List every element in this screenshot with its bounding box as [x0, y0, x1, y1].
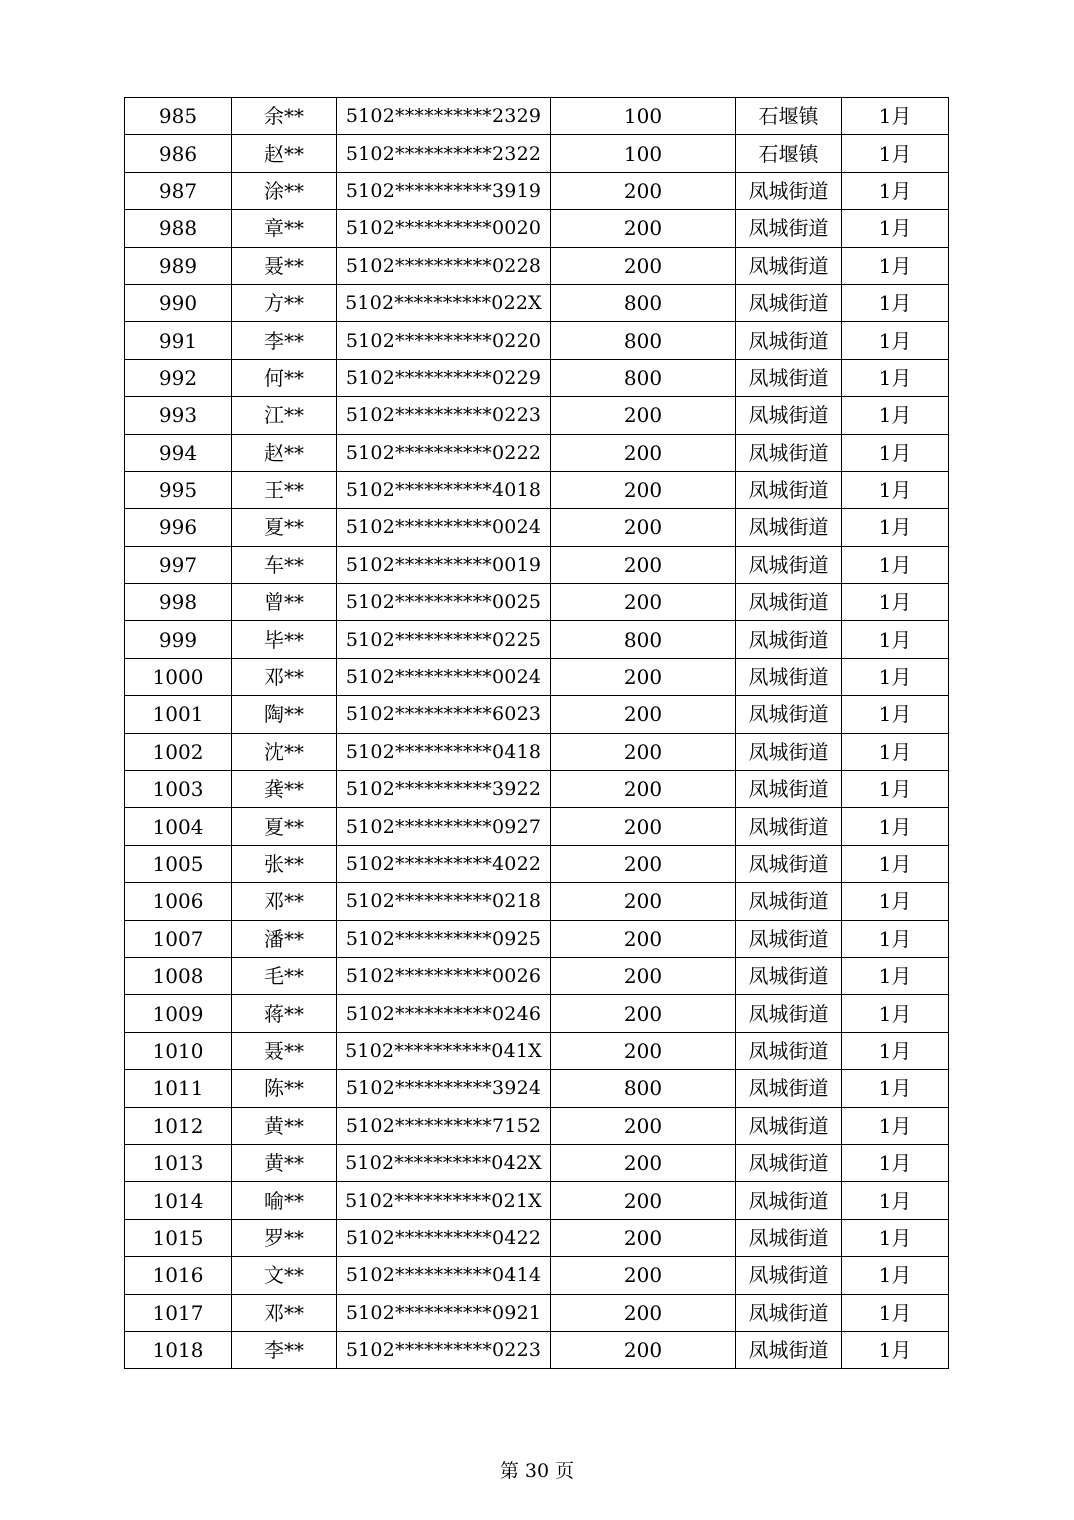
- cell-serial-number: 1017: [125, 1294, 232, 1331]
- cell-area: 凤城街道: [736, 957, 842, 994]
- cell-month: 1月: [842, 808, 949, 845]
- cell-area: 凤城街道: [736, 771, 842, 808]
- cell-name: 陶**: [232, 696, 337, 733]
- cell-name: 李**: [232, 1331, 337, 1368]
- cell-id-number: 5102**********0225: [337, 621, 551, 658]
- cell-area: 凤城街道: [736, 1331, 842, 1368]
- cell-area: 凤城街道: [736, 509, 842, 546]
- cell-name: 邓**: [232, 883, 337, 920]
- cell-month: 1月: [842, 1182, 949, 1219]
- cell-serial-number: 993: [125, 397, 232, 434]
- cell-name: 聂**: [232, 1032, 337, 1069]
- cell-amount: 200: [551, 247, 736, 284]
- table-row: [125, 1032, 949, 1069]
- cell-id-number: 5102**********0223: [337, 1331, 551, 1368]
- cell-name: 夏**: [232, 808, 337, 845]
- table-row: [125, 359, 949, 396]
- cell-month: 1月: [842, 1144, 949, 1181]
- cell-month: 1月: [842, 845, 949, 882]
- table-row: [125, 397, 949, 434]
- cell-amount: 200: [551, 1107, 736, 1144]
- table-row: [125, 471, 949, 508]
- cell-amount: 200: [551, 172, 736, 209]
- cell-month: 1月: [842, 546, 949, 583]
- cell-month: 1月: [842, 883, 949, 920]
- cell-serial-number: 1010: [125, 1032, 232, 1069]
- cell-area: 凤城街道: [736, 733, 842, 770]
- cell-month: 1月: [842, 434, 949, 471]
- cell-id-number: 5102**********0925: [337, 920, 551, 957]
- cell-serial-number: 1012: [125, 1107, 232, 1144]
- cell-month: 1月: [842, 920, 949, 957]
- cell-area: 凤城街道: [736, 995, 842, 1032]
- cell-name: 潘**: [232, 920, 337, 957]
- cell-id-number: 5102**********0414: [337, 1257, 551, 1294]
- cell-area: 凤城街道: [736, 845, 842, 882]
- cell-amount: 200: [551, 1144, 736, 1181]
- cell-serial-number: 990: [125, 284, 232, 321]
- cell-month: 1月: [842, 172, 949, 209]
- table-row: [125, 1257, 949, 1294]
- table-row: [125, 284, 949, 321]
- table-row: [125, 995, 949, 1032]
- cell-area: 凤城街道: [736, 920, 842, 957]
- cell-month: 1月: [842, 471, 949, 508]
- cell-area: 凤城街道: [736, 1144, 842, 1181]
- cell-name: 聂**: [232, 247, 337, 284]
- cell-area: 凤城街道: [736, 1219, 842, 1256]
- cell-id-number: 5102**********3922: [337, 771, 551, 808]
- cell-month: 1月: [842, 1331, 949, 1368]
- cell-amount: 200: [551, 696, 736, 733]
- cell-area: 凤城街道: [736, 434, 842, 471]
- cell-id-number: 5102**********021X: [337, 1182, 551, 1219]
- page-number: 第 30 页: [499, 1460, 575, 1482]
- cell-id-number: 5102**********0921: [337, 1294, 551, 1331]
- cell-serial-number: 1011: [125, 1070, 232, 1107]
- cell-id-number: 5102**********0220: [337, 322, 551, 359]
- cell-id-number: 5102**********2322: [337, 135, 551, 172]
- cell-id-number: 5102**********0246: [337, 995, 551, 1032]
- cell-month: 1月: [842, 696, 949, 733]
- cell-serial-number: 1007: [125, 920, 232, 957]
- cell-month: 1月: [842, 509, 949, 546]
- cell-area: 石堰镇: [736, 98, 842, 135]
- cell-serial-number: 1009: [125, 995, 232, 1032]
- cell-month: 1月: [842, 322, 949, 359]
- cell-area: 凤城街道: [736, 808, 842, 845]
- table-row: [125, 1294, 949, 1331]
- cell-amount: 200: [551, 995, 736, 1032]
- cell-area: 凤城街道: [736, 359, 842, 396]
- cell-month: 1月: [842, 1107, 949, 1144]
- cell-id-number: 5102**********0927: [337, 808, 551, 845]
- cell-id-number: 5102**********0019: [337, 546, 551, 583]
- cell-serial-number: 1003: [125, 771, 232, 808]
- cell-amount: 800: [551, 621, 736, 658]
- cell-month: 1月: [842, 658, 949, 695]
- cell-serial-number: 1001: [125, 696, 232, 733]
- cell-id-number: 5102**********0218: [337, 883, 551, 920]
- cell-serial-number: 986: [125, 135, 232, 172]
- table-row: [125, 957, 949, 994]
- cell-amount: 200: [551, 658, 736, 695]
- cell-area: 凤城街道: [736, 284, 842, 321]
- cell-name: 夏**: [232, 509, 337, 546]
- cell-id-number: 5102**********0229: [337, 359, 551, 396]
- table-row: [125, 621, 949, 658]
- cell-area: 凤城街道: [736, 1182, 842, 1219]
- table-row: [125, 1331, 949, 1368]
- cell-serial-number: 996: [125, 509, 232, 546]
- cell-amount: 800: [551, 359, 736, 396]
- cell-name: 涂**: [232, 172, 337, 209]
- cell-month: 1月: [842, 1219, 949, 1256]
- cell-amount: 200: [551, 1331, 736, 1368]
- cell-name: 龚**: [232, 771, 337, 808]
- cell-amount: 200: [551, 771, 736, 808]
- cell-name: 黄**: [232, 1144, 337, 1181]
- cell-id-number: 5102**********7152: [337, 1107, 551, 1144]
- cell-area: 凤城街道: [736, 584, 842, 621]
- cell-area: 凤城街道: [736, 1032, 842, 1069]
- cell-amount: 200: [551, 1257, 736, 1294]
- cell-name: 李**: [232, 322, 337, 359]
- cell-name: 曾**: [232, 584, 337, 621]
- cell-amount: 800: [551, 322, 736, 359]
- cell-area: 凤城街道: [736, 658, 842, 695]
- cell-id-number: 5102**********4018: [337, 471, 551, 508]
- table-row: [125, 808, 949, 845]
- cell-month: 1月: [842, 995, 949, 1032]
- cell-id-number: 5102**********3924: [337, 1070, 551, 1107]
- cell-id-number: 5102**********0422: [337, 1219, 551, 1256]
- cell-area: 石堰镇: [736, 135, 842, 172]
- cell-serial-number: 1016: [125, 1257, 232, 1294]
- cell-area: 凤城街道: [736, 397, 842, 434]
- cell-serial-number: 1005: [125, 845, 232, 882]
- cell-serial-number: 1015: [125, 1219, 232, 1256]
- cell-amount: 200: [551, 957, 736, 994]
- cell-amount: 100: [551, 135, 736, 172]
- cell-id-number: 5102**********0025: [337, 584, 551, 621]
- cell-name: 罗**: [232, 1219, 337, 1256]
- table-row: [125, 920, 949, 957]
- table-row: [125, 509, 949, 546]
- cell-id-number: 5102**********0223: [337, 397, 551, 434]
- cell-name: 余**: [232, 98, 337, 135]
- cell-name: 赵**: [232, 434, 337, 471]
- cell-name: 王**: [232, 471, 337, 508]
- cell-id-number: 5102**********0222: [337, 434, 551, 471]
- table-row: [125, 210, 949, 247]
- cell-month: 1月: [842, 733, 949, 770]
- cell-amount: 200: [551, 210, 736, 247]
- cell-month: 1月: [842, 584, 949, 621]
- cell-name: 黄**: [232, 1107, 337, 1144]
- records-table: [124, 97, 949, 1369]
- cell-month: 1月: [842, 771, 949, 808]
- cell-month: 1月: [842, 210, 949, 247]
- cell-month: 1月: [842, 1294, 949, 1331]
- table-row: [125, 135, 949, 172]
- cell-amount: 200: [551, 808, 736, 845]
- cell-area: 凤城街道: [736, 546, 842, 583]
- table-row: [125, 434, 949, 471]
- table-row: [125, 883, 949, 920]
- table-row: [125, 247, 949, 284]
- cell-area: 凤城街道: [736, 621, 842, 658]
- cell-area: 凤城街道: [736, 1257, 842, 1294]
- cell-amount: 200: [551, 546, 736, 583]
- cell-name: 蒋**: [232, 995, 337, 1032]
- cell-serial-number: 994: [125, 434, 232, 471]
- cell-serial-number: 988: [125, 210, 232, 247]
- cell-id-number: 5102**********022X: [337, 284, 551, 321]
- table-row: [125, 584, 949, 621]
- cell-id-number: 5102**********042X: [337, 1144, 551, 1181]
- cell-month: 1月: [842, 135, 949, 172]
- cell-id-number: 5102**********2329: [337, 98, 551, 135]
- cell-amount: 200: [551, 509, 736, 546]
- table-row: [125, 1219, 949, 1256]
- cell-amount: 100: [551, 98, 736, 135]
- cell-area: 凤城街道: [736, 322, 842, 359]
- cell-name: 毕**: [232, 621, 337, 658]
- records-table-body: [125, 98, 949, 1369]
- cell-serial-number: 991: [125, 322, 232, 359]
- cell-name: 沈**: [232, 733, 337, 770]
- cell-amount: 200: [551, 733, 736, 770]
- cell-serial-number: 1013: [125, 1144, 232, 1181]
- cell-serial-number: 1000: [125, 658, 232, 695]
- cell-name: 毛**: [232, 957, 337, 994]
- cell-month: 1月: [842, 957, 949, 994]
- cell-month: 1月: [842, 247, 949, 284]
- table-row: [125, 172, 949, 209]
- cell-area: 凤城街道: [736, 247, 842, 284]
- cell-serial-number: 997: [125, 546, 232, 583]
- cell-name: 方**: [232, 284, 337, 321]
- cell-amount: 200: [551, 1182, 736, 1219]
- cell-month: 1月: [842, 397, 949, 434]
- cell-serial-number: 992: [125, 359, 232, 396]
- cell-amount: 200: [551, 1219, 736, 1256]
- table-row: [125, 696, 949, 733]
- cell-serial-number: 1008: [125, 957, 232, 994]
- cell-serial-number: 1002: [125, 733, 232, 770]
- table-row: [125, 1144, 949, 1181]
- cell-month: 1月: [842, 359, 949, 396]
- cell-id-number: 5102**********3919: [337, 172, 551, 209]
- cell-id-number: 5102**********041X: [337, 1032, 551, 1069]
- cell-id-number: 5102**********6023: [337, 696, 551, 733]
- cell-amount: 200: [551, 883, 736, 920]
- cell-id-number: 5102**********0024: [337, 658, 551, 695]
- cell-amount: 200: [551, 397, 736, 434]
- cell-name: 赵**: [232, 135, 337, 172]
- cell-amount: 200: [551, 1294, 736, 1331]
- cell-month: 1月: [842, 621, 949, 658]
- cell-month: 1月: [842, 1070, 949, 1107]
- cell-serial-number: 995: [125, 471, 232, 508]
- cell-amount: 200: [551, 471, 736, 508]
- cell-id-number: 5102**********0020: [337, 210, 551, 247]
- cell-month: 1月: [842, 1257, 949, 1294]
- cell-serial-number: 1018: [125, 1331, 232, 1368]
- cell-area: 凤城街道: [736, 1107, 842, 1144]
- cell-name: 何**: [232, 359, 337, 396]
- cell-amount: 200: [551, 1032, 736, 1069]
- cell-serial-number: 989: [125, 247, 232, 284]
- cell-id-number: 5102**********0418: [337, 733, 551, 770]
- cell-name: 文**: [232, 1257, 337, 1294]
- cell-amount: 200: [551, 584, 736, 621]
- cell-area: 凤城街道: [736, 696, 842, 733]
- cell-area: 凤城街道: [736, 883, 842, 920]
- cell-name: 陈**: [232, 1070, 337, 1107]
- cell-serial-number: 1004: [125, 808, 232, 845]
- cell-month: 1月: [842, 284, 949, 321]
- cell-name: 邓**: [232, 658, 337, 695]
- cell-area: 凤城街道: [736, 1070, 842, 1107]
- cell-id-number: 5102**********0026: [337, 957, 551, 994]
- table-row: [125, 1107, 949, 1144]
- cell-serial-number: 1014: [125, 1182, 232, 1219]
- table-row: [125, 322, 949, 359]
- cell-name: 邓**: [232, 1294, 337, 1331]
- table-row: [125, 733, 949, 770]
- cell-amount: 200: [551, 920, 736, 957]
- cell-id-number: 5102**********0228: [337, 247, 551, 284]
- cell-name: 张**: [232, 845, 337, 882]
- cell-id-number: 5102**********4022: [337, 845, 551, 882]
- cell-name: 车**: [232, 546, 337, 583]
- cell-area: 凤城街道: [736, 471, 842, 508]
- cell-area: 凤城街道: [736, 172, 842, 209]
- cell-serial-number: 987: [125, 172, 232, 209]
- cell-serial-number: 998: [125, 584, 232, 621]
- table-row: [125, 658, 949, 695]
- cell-amount: 800: [551, 1070, 736, 1107]
- cell-serial-number: 985: [125, 98, 232, 135]
- table-row: [125, 546, 949, 583]
- cell-area: 凤城街道: [736, 210, 842, 247]
- table-row: [125, 1182, 949, 1219]
- cell-area: 凤城街道: [736, 1294, 842, 1331]
- cell-name: 章**: [232, 210, 337, 247]
- table-row: [125, 845, 949, 882]
- cell-amount: 200: [551, 845, 736, 882]
- cell-amount: 200: [551, 434, 736, 471]
- table-row: [125, 1070, 949, 1107]
- cell-amount: 800: [551, 284, 736, 321]
- cell-month: 1月: [842, 1032, 949, 1069]
- cell-name: 喻**: [232, 1182, 337, 1219]
- table-row: [125, 98, 949, 135]
- table-row: [125, 771, 949, 808]
- cell-month: 1月: [842, 98, 949, 135]
- cell-serial-number: 1006: [125, 883, 232, 920]
- cell-serial-number: 999: [125, 621, 232, 658]
- cell-id-number: 5102**********0024: [337, 509, 551, 546]
- cell-name: 江**: [232, 397, 337, 434]
